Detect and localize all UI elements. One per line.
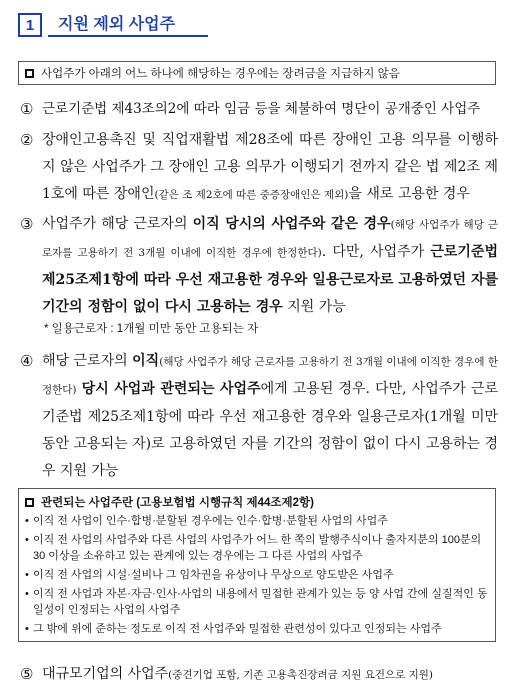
- list-item: • 이직 전 사업의 시설·설비나 그 임차권을 유상이나 무상으로 양도받은 사업주: [25, 567, 489, 583]
- exclusion-item-4: [20, 348, 498, 485]
- item-text: 근로기준법 제43조의2에 따라 임금 등을 체불하여 명단이 공개중인 사업주: [42, 101, 481, 117]
- item-text: 해당 근로자의 이직(해당 사업주가 해당 근로자를 고용하기 전 3개월 이내에 이직한 경우에 한정한다) 당시 사업과 관련되는 사업주에게 고용된 경우. 다만, 사업주가 근로기준법 제25조제1항에 따라 우선 재고용한 경우와 일용근로자(1개월 미만 동안 고용되는 자)로 고용하였던 자를 기간의 정함이 없이 다시 고용하는 경우 지원 가능: [42, 353, 498, 479]
- item-number: ①: [20, 100, 34, 118]
- item-number: ⑤: [20, 665, 34, 683]
- list-item: • 이직 전 사업이 인수·합병·분할된 경우에는 인수·합병·분할된 사업의 사업주: [25, 513, 489, 529]
- related-box-title-row: [25, 493, 489, 511]
- notice-bar: [18, 61, 496, 85]
- item-number: ③: [20, 215, 34, 233]
- square-bullet-icon: [25, 69, 34, 78]
- section-header: [18, 10, 208, 40]
- list-item: • 이직 전 사업과 자본·자금·인사·사업의 내용에서 밀접한 관계가 있는 등 양 사업 간에 실질적인 동일성이 인정되는 사업의 사업주: [25, 586, 489, 618]
- item-text: 사업주가 해당 근로자의 이직 당시의 사업주와 같은 경우(해당 사업주가 해당 근로자를 고용하기 전 3개월 이내에 이직한 경우에 한정한다). 다만, 사업주가 근로기준법 제25조제1항에 따라 우선 재고용한 경우와 일용근로자로 고용하였던 자를 기간의 정함이 없이 다시 고용하는 경우 지원 가능: [42, 216, 498, 315]
- related-bullet-list: [25, 513, 489, 637]
- list-item: • 그 밖에 위에 준하는 정도로 이직 전 사업주와 밀접한 관련성이 있다고 인정되는 사업주: [25, 621, 489, 637]
- item-text: 대규모기업의 사업주(중견기업 포함, 기존 고용촉진장려금 지원 요건으로 지원): [42, 666, 434, 682]
- section-title: 지원 제외 사업주: [48, 13, 208, 37]
- square-bullet-icon: [25, 498, 34, 507]
- section-number: 1: [18, 13, 42, 37]
- related-employer-box: [18, 488, 496, 642]
- exclusion-item-3: [20, 211, 498, 321]
- list-item: • 이직 전 사업의 사업주와 다른 사업의 사업주가 어느 한 쪽의 발행주식이나 출자지분의 100분의 30 이상을 소유하고 있는 관계에 있는 경우에는 그 다른 사업의 사업주: [25, 532, 489, 564]
- item-number: ②: [20, 131, 34, 149]
- exclusion-item-1: [20, 96, 498, 123]
- footnote-daily-worker: * 일용근로자 : 1개월 미만 동안 고용되는 자: [44, 323, 259, 335]
- exclusion-item-2: [20, 127, 498, 209]
- item-text: 장애인고용촉진 및 직업재활법 제28조에 따른 장애인 고용 의무를 이행하지 않은 사업주가 그 장애인 고용 의무가 이행되기 전까지 같은 법 제2조 제1호에 따른 장애인(같은 조 제2호에 따른 중증장애인은 제외)을 새로 고용한 경우: [42, 132, 498, 202]
- notice-text: 사업주가 아래의 어느 하나에 해당하는 경우에는 장려금을 지급하지 않음: [41, 68, 400, 80]
- item-number: ④: [20, 352, 34, 370]
- exclusion-item-5: [20, 661, 498, 689]
- related-box-title: 관련되는 사업주란 (고용보험법 시행규칙 제44조제2항): [41, 497, 314, 509]
